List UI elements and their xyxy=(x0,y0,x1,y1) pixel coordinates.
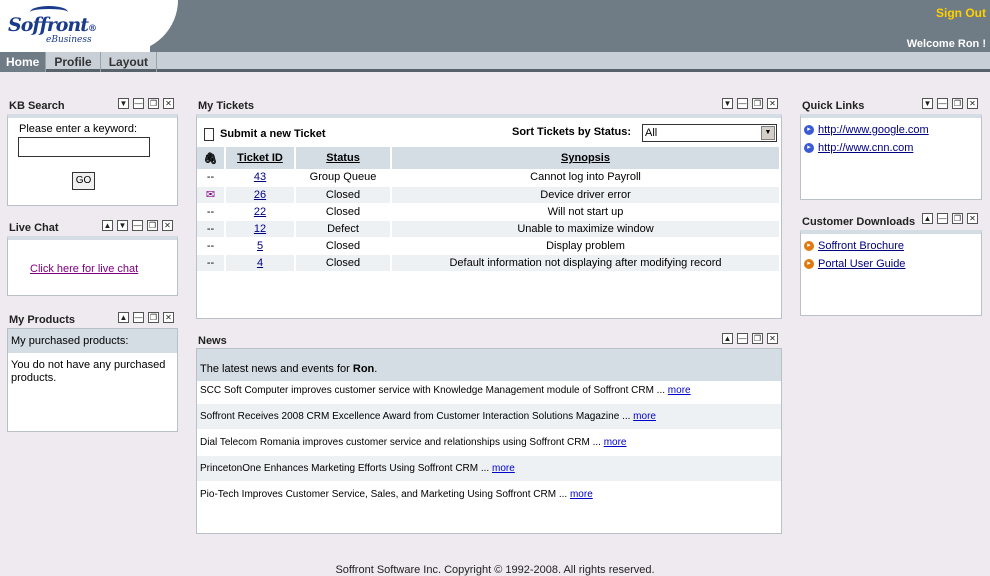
status-cell: Closed xyxy=(295,237,391,254)
quick-link[interactable]: http://www.cnn.com xyxy=(818,142,914,154)
news-more-link[interactable]: more xyxy=(569,489,593,500)
news-item-text: Pio-Tech Improves Customer Service, Sales, and Marketing Using Soffront CRM ... xyxy=(200,489,568,500)
kb-search-title: KB Search xyxy=(9,100,65,112)
kb-search-panel xyxy=(7,114,178,206)
close-icon[interactable]: ✕ xyxy=(162,220,173,231)
table-row xyxy=(197,169,780,186)
minimize-icon[interactable]: — xyxy=(938,99,947,108)
tab-home[interactable]: Home xyxy=(0,52,46,72)
customer-downloads-title: Customer Downloads xyxy=(802,216,916,228)
sort-status-select[interactable] xyxy=(642,124,777,142)
restore-icon[interactable]: ❐ xyxy=(753,334,762,343)
minimize-icon[interactable]: — xyxy=(134,99,143,108)
news-intro-prefix: The latest news and events for xyxy=(200,363,353,375)
restore-icon[interactable]: ❐ xyxy=(148,221,157,230)
my-tickets-title: My Tickets xyxy=(198,100,255,112)
kb-go-button[interactable]: GO xyxy=(72,172,95,190)
my-products-title: My Products xyxy=(9,314,76,326)
welcome-text: Welcome Ron ! xyxy=(906,38,986,50)
sign-out-link[interactable]: Sign Out xyxy=(936,6,986,20)
news-item-text: Dial Telecom Romania improves customer service and relationships using Soffront CRM ... xyxy=(200,437,601,448)
submit-ticket-link[interactable]: Submit a new Ticket xyxy=(220,128,326,140)
ticket-id-header[interactable]: Ticket ID xyxy=(225,147,295,169)
news-panel xyxy=(196,348,782,534)
move-up-icon[interactable]: ▲ xyxy=(119,313,128,322)
logo xyxy=(0,0,150,52)
news-intro-user: Ron xyxy=(352,363,375,375)
status-cell: Group Queue xyxy=(295,169,391,186)
table-row xyxy=(197,254,780,271)
restore-icon[interactable]: ❐ xyxy=(953,214,962,223)
ticket-id-link[interactable]: 26 xyxy=(253,188,267,201)
bullet-arrow-icon: ▸ xyxy=(804,259,814,269)
footer-copyright: Soffront Software Inc. Copyright © 1992-2008. All rights reserved. xyxy=(335,564,655,576)
status-header[interactable]: Status xyxy=(295,147,391,169)
close-icon[interactable]: ✕ xyxy=(163,98,174,109)
download-link[interactable]: Soffront Brochure xyxy=(818,240,905,252)
tickets-table xyxy=(197,147,781,272)
ticket-id-link[interactable]: 43 xyxy=(253,171,267,184)
synopsis-header[interactable]: Synopsis xyxy=(391,147,780,169)
download-item xyxy=(804,258,905,270)
news-item-text: Soffront Receives 2008 CRM Excellence Award from Customer Interaction Solutions Magazine ... xyxy=(200,411,631,422)
ticket-id-link[interactable]: 12 xyxy=(253,222,267,235)
news-title: News xyxy=(198,335,227,347)
news-more-link[interactable]: more xyxy=(492,463,515,474)
minimize-icon[interactable]: — xyxy=(134,313,143,322)
move-up-icon[interactable]: ▲ xyxy=(723,334,732,343)
logo-main-text: Soffront xyxy=(8,14,89,36)
news-item xyxy=(197,378,781,404)
attach-cell: -- xyxy=(197,169,225,186)
new-document-icon[interactable] xyxy=(204,128,214,141)
news-more-link[interactable]: more xyxy=(667,385,691,396)
news-item xyxy=(197,456,781,482)
mail-attachment-icon[interactable]: ✉ xyxy=(205,189,216,201)
paperclip-icon: 🖇 xyxy=(203,152,218,165)
my-products-controls xyxy=(118,312,174,323)
close-icon[interactable]: ✕ xyxy=(767,98,778,109)
synopsis-cell: Cannot log into Payroll xyxy=(391,169,780,186)
live-chat-title: Live Chat xyxy=(9,222,59,234)
live-chat-panel xyxy=(7,236,178,296)
quick-link-item xyxy=(804,142,913,154)
ticket-id-link[interactable]: 22 xyxy=(253,205,267,218)
kb-search-input[interactable] xyxy=(18,137,150,157)
tab-profile[interactable]: Profile xyxy=(46,52,100,72)
quick-link-item xyxy=(804,124,929,136)
move-down-icon[interactable]: ▼ xyxy=(119,99,128,108)
attach-cell: -- xyxy=(197,237,225,254)
my-tickets-panel xyxy=(196,114,782,319)
kb-search-label: Please enter a keyword: xyxy=(19,123,138,135)
quick-links-title: Quick Links xyxy=(802,100,865,112)
table-row xyxy=(197,186,780,203)
table-row xyxy=(197,237,780,254)
synopsis-cell: Will not start up xyxy=(391,203,780,220)
sort-label: Sort Tickets by Status: xyxy=(512,126,631,138)
bullet-arrow-icon: ▸ xyxy=(804,241,814,251)
news-item-text: SCC Soft Computer improves customer service with Knowledge Management module of Soffront CRM ... xyxy=(200,385,666,396)
minimize-icon[interactable]: — xyxy=(738,334,747,343)
attach-cell: -- xyxy=(197,203,225,220)
minimize-icon[interactable]: — xyxy=(738,99,747,108)
my-products-subheader: My purchased products: xyxy=(8,329,177,353)
my-products-empty-text: You do not have any purchased products. xyxy=(11,359,166,384)
news-item-text: PrincetonOne Enhances Marketing Efforts Using Soffront CRM ... xyxy=(200,463,490,474)
move-up-icon[interactable]: ▲ xyxy=(923,214,932,223)
attach-cell: -- xyxy=(197,254,225,271)
restore-icon[interactable]: ❐ xyxy=(953,99,962,108)
synopsis-cell: Device driver error xyxy=(391,186,780,203)
restore-icon[interactable]: ❐ xyxy=(149,313,158,322)
status-cell: Closed xyxy=(295,186,391,203)
quick-link[interactable]: http://www.google.com xyxy=(818,124,929,136)
kb-search-controls xyxy=(118,98,174,109)
customer-downloads-controls xyxy=(922,213,978,224)
page-header xyxy=(0,0,990,52)
news-item xyxy=(197,482,781,508)
move-up-icon[interactable]: ▲ xyxy=(103,221,112,230)
news-controls xyxy=(722,333,778,344)
my-products-panel xyxy=(7,328,178,432)
status-cell: Closed xyxy=(295,254,391,271)
restore-icon[interactable]: ❐ xyxy=(149,99,158,108)
table-row xyxy=(197,220,780,237)
live-chat-link[interactable]: Click here for live chat xyxy=(30,263,139,275)
quick-links-panel xyxy=(800,114,982,200)
restore-icon[interactable]: ❐ xyxy=(753,99,762,108)
bullet-arrow-icon: ▸ xyxy=(804,125,814,135)
download-item xyxy=(804,240,904,252)
close-icon[interactable]: ✕ xyxy=(163,312,174,323)
attach-cell xyxy=(197,186,225,203)
attachment-column-header xyxy=(197,147,225,169)
move-down-icon[interactable]: ▼ xyxy=(723,99,732,108)
news-item xyxy=(197,430,781,456)
logo-registered-mark: ® xyxy=(88,24,97,34)
synopsis-cell: Unable to maximize window xyxy=(391,220,780,237)
synopsis-cell: Default information not displaying after modifying record xyxy=(391,254,780,271)
download-link[interactable]: Portal User Guide xyxy=(818,258,906,270)
live-chat-controls xyxy=(102,220,173,231)
close-icon[interactable]: ✕ xyxy=(967,213,978,224)
status-cell: Closed xyxy=(295,203,391,220)
move-down-icon[interactable]: ▼ xyxy=(118,221,127,230)
chevron-down-icon[interactable]: ▼ xyxy=(761,126,775,140)
news-more-link[interactable]: more xyxy=(603,437,627,448)
close-icon[interactable]: ✕ xyxy=(767,333,778,344)
main-nav xyxy=(0,52,990,72)
tab-layout[interactable]: Layout xyxy=(101,52,157,72)
minimize-icon[interactable]: — xyxy=(133,221,142,230)
news-intro xyxy=(197,349,781,381)
status-cell: Defect xyxy=(295,220,391,237)
customer-downloads-panel xyxy=(800,230,982,316)
bullet-arrow-icon: ▸ xyxy=(804,143,814,153)
news-more-link[interactable]: more xyxy=(633,411,656,422)
news-intro-suffix: . xyxy=(374,363,378,375)
my-tickets-controls xyxy=(722,98,778,109)
ticket-id-link[interactable]: 5 xyxy=(256,239,264,252)
close-icon[interactable]: ✕ xyxy=(967,98,978,109)
news-item xyxy=(197,404,781,430)
synopsis-cell: Display problem xyxy=(391,237,780,254)
attach-cell: -- xyxy=(197,220,225,237)
ticket-id-link[interactable]: 4 xyxy=(256,256,264,269)
logo-subtitle: eBusiness xyxy=(46,35,92,45)
move-down-icon[interactable]: ▼ xyxy=(923,99,932,108)
table-row xyxy=(197,203,780,220)
minimize-icon[interactable]: — xyxy=(938,214,947,223)
sort-status-value: All xyxy=(645,127,658,139)
quick-links-controls xyxy=(922,98,978,109)
